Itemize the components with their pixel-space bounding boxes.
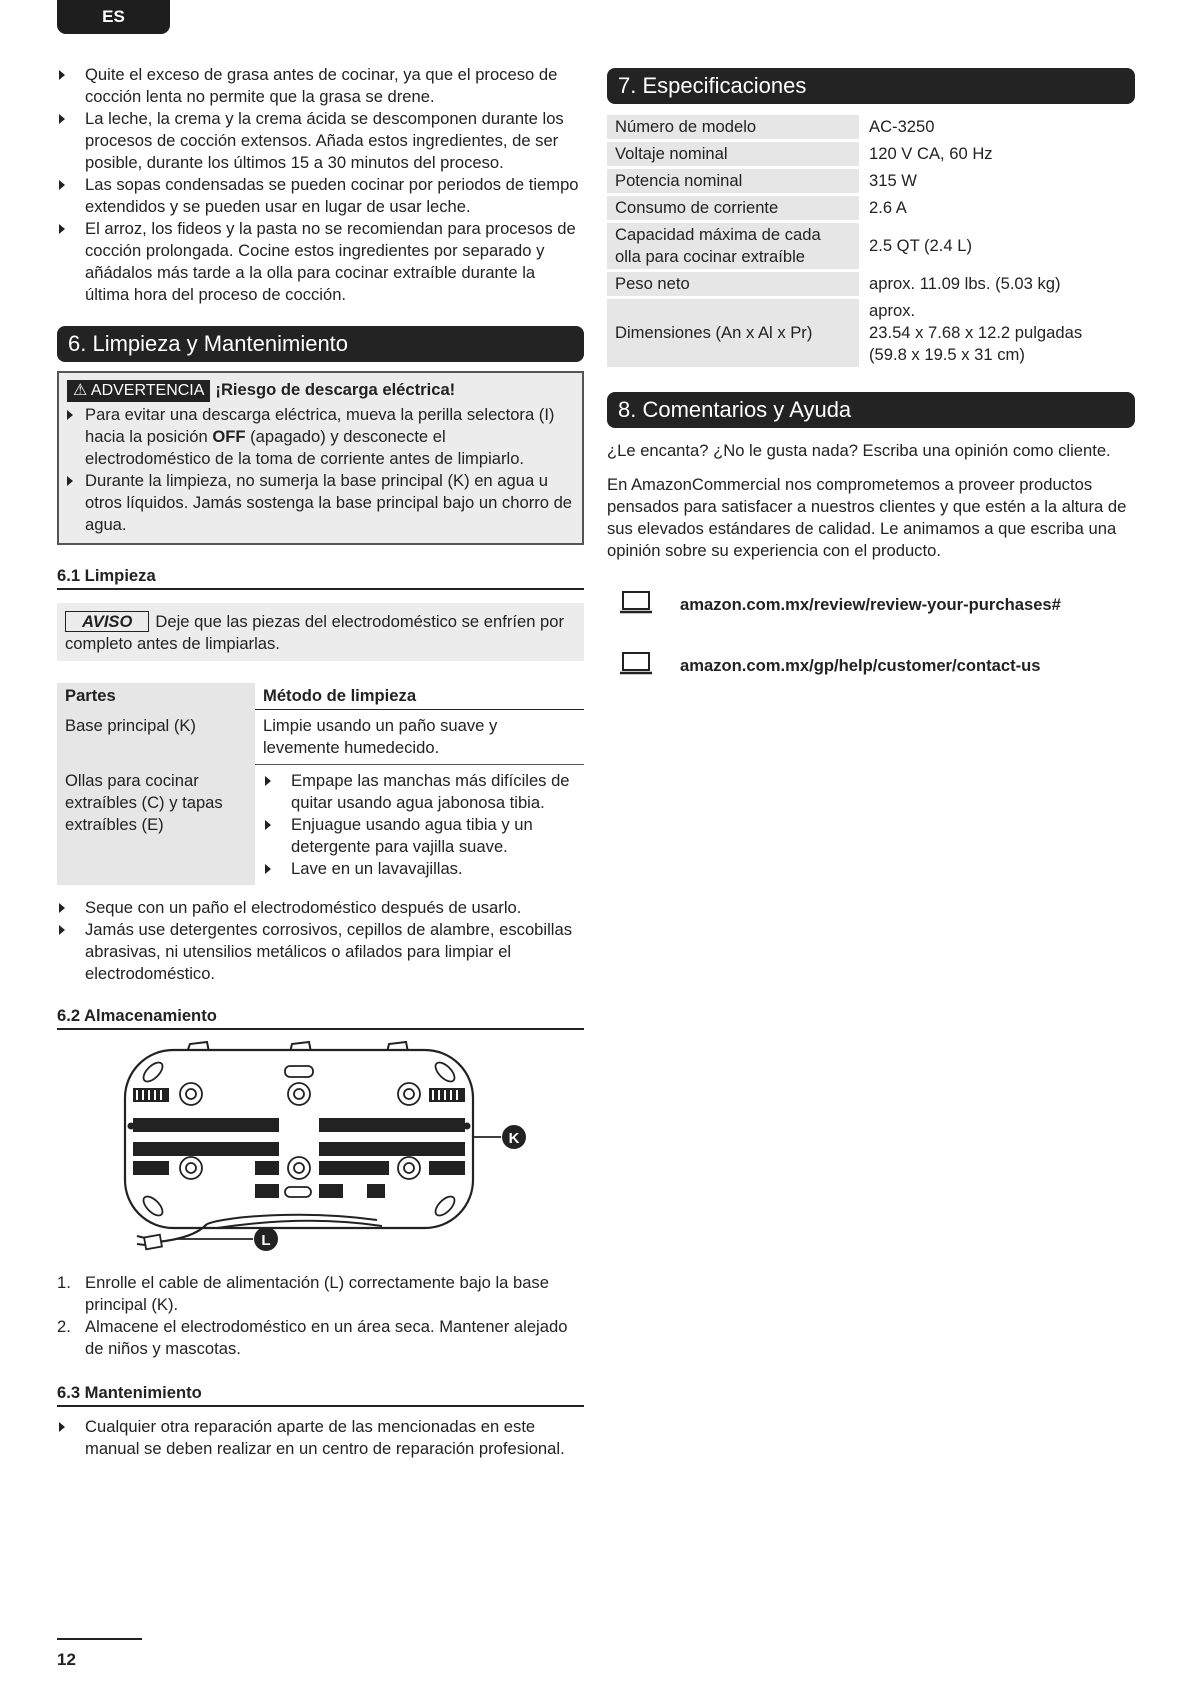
spec-value: aprox. 11.09 lbs. (5.03 kg) (859, 272, 1135, 296)
table-row (607, 223, 1135, 269)
method-bullet-list (263, 770, 576, 880)
maintenance-heading: 6.3 Mantenimiento (57, 1382, 584, 1407)
right-column (607, 68, 1135, 680)
footer-rule (57, 1638, 142, 1640)
table-row (57, 710, 584, 765)
spec-key: Capacidad máxima de cada olla para cocinar extraíble (607, 223, 859, 269)
list-item: La leche, la crema y la crema ácida se descomponen durante los procesos de cocción extensos. Añada estos ingredientes, de ser posible, durante los últimos 15 a 30 minutos del proceso. (57, 108, 584, 174)
spec-value: 315 W (859, 169, 1135, 193)
spec-value-line: aprox. (869, 301, 916, 320)
contact-link-row[interactable] (607, 651, 1135, 680)
warning-triangle-icon: ⚠︎ (73, 382, 88, 399)
specifications-table (607, 112, 1135, 370)
table-cell (255, 765, 584, 886)
list-item: Durante la limpieza, no sumerja la base principal (K) en agua u otros líquidos. Jamás sostenga la base principal bajo un chorro de agua. (67, 470, 574, 536)
spec-key: Consumo de corriente (607, 196, 859, 220)
cleaning-table (57, 683, 584, 885)
table-row (607, 115, 1135, 139)
intro-bullet-list (57, 64, 584, 306)
list-item (57, 1316, 584, 1360)
spec-value (859, 299, 1135, 367)
list-item (67, 404, 574, 470)
review-link[interactable]: amazon.com.mx/review/review-your-purchases# (680, 594, 1061, 614)
warning-badge (67, 380, 210, 402)
section-6-heading: 6. Limpieza y Mantenimiento (57, 326, 584, 362)
spec-value: 120 V CA, 60 Hz (859, 142, 1135, 166)
table-row (607, 142, 1135, 166)
list-item: Seque con un paño el electrodoméstico después de usarlo. (57, 897, 584, 919)
feedback-paragraph: ¿Le encanta? ¿No le gusta nada? Escriba una opinión como cliente. (607, 441, 1111, 460)
notice-text: Deje que las piezas del electrodoméstico se enfríen por completo antes de limpiarlas. (65, 612, 565, 653)
table-row (607, 272, 1135, 296)
spec-key: Peso neto (607, 272, 859, 296)
table-row (57, 765, 584, 886)
list-item: Empape las manchas más difíciles de quitar usando agua jabonosa tibia. (263, 770, 576, 814)
storage-heading: 6.2 Almacenamiento (57, 1005, 584, 1030)
column-header-method: Método de limpieza (255, 683, 584, 710)
warning-title (67, 378, 574, 402)
table-cell: Base principal (K) (57, 710, 255, 765)
label-l: L (261, 1232, 271, 1249)
page-number: 12 (57, 1650, 76, 1669)
list-item: Lave en un lavavajillas. (263, 858, 576, 880)
contact-link[interactable]: amazon.com.mx/gp/help/customer/contact-us (680, 655, 1041, 675)
list-item: Las sopas condensadas se pueden cocinar por periodos de tiempo extendidos y se pueden usar en lugar de usar leche. (57, 174, 584, 218)
spec-value-line: (59.8 x 19.5 x 31 cm) (869, 345, 1025, 364)
warning-text: (apagado) y desconecte el electrodoméstico de la toma de corriente antes de limpiarlo. (85, 427, 525, 468)
notice-box (57, 603, 584, 661)
review-link-row[interactable] (607, 590, 1135, 619)
section-8-heading: 8. Comentarios y Ayuda (607, 392, 1135, 428)
spec-value-line: 23.54 x 7.68 x 12.2 pulgadas (869, 323, 1083, 342)
list-item: Jamás use detergentes corrosivos, cepillos de alambre, escobillas abrasivas, ni utensilios metálicos o afilados para limpiar el electrodoméstico. (57, 919, 584, 985)
list-item: Enjuague usando agua tibia y un detergente para vajilla suave. (263, 814, 576, 858)
table-header-row (57, 683, 584, 710)
warning-text: Para evitar una descarga eléctrica, mueva la perilla selectora (I) hacia la posición (85, 405, 555, 446)
warning-badge-label: ADVERTENCIA (90, 382, 205, 399)
laptop-icon (619, 651, 657, 680)
storage-steps (57, 1272, 584, 1360)
step-number: 2. (57, 1317, 71, 1336)
column-header-parts: Partes (57, 683, 255, 710)
table-cell: Ollas para cocinar extraíbles (C) y tapas extraíbles (E) (57, 765, 255, 886)
warning-box (57, 371, 584, 545)
cleaning-heading: 6.1 Limpieza (57, 565, 584, 590)
list-item (57, 1272, 584, 1316)
step-text: Almacene el electrodoméstico en un área seca. Mantener alejado de niños y mascotas. (85, 1317, 568, 1358)
warning-title-text: ¡Riesgo de descarga eléctrica! (215, 380, 456, 399)
step-number: 1. (57, 1273, 71, 1292)
spec-key: Potencia nominal (607, 169, 859, 193)
left-column (57, 64, 584, 1460)
list-item: Cualquier otra reparación aparte de las mencionadas en este manual se deben realizar en un centro de reparación profesional. (57, 1416, 584, 1460)
section-7-heading: 7. Especificaciones (607, 68, 1135, 104)
commitment-paragraph: En AmazonCommercial nos comprometemos a proveer productos pensados para satisfacer a nuestros clientes y que estén a la altura de sus elevados estándares de calidad. Le animamos a que escriba una opinión sobre su experiencia con el producto. (607, 475, 1127, 560)
warning-bullet-list (67, 404, 574, 536)
language-tab: ES (57, 0, 170, 34)
spec-value: 2.6 A (859, 196, 1135, 220)
laptop-icon (619, 590, 657, 619)
table-row (607, 299, 1135, 367)
label-k: K (508, 1130, 520, 1147)
spec-key: Voltaje nominal (607, 142, 859, 166)
spec-key: Número de modelo (607, 115, 859, 139)
spec-key: Dimensiones (An x Al x Pr) (607, 299, 859, 367)
warning-bold-text: OFF (212, 427, 246, 446)
list-item: El arroz, los fideos y la pasta no se recomiendan para procesos de cocción prolongada. Cocine estos ingredientes por separado y añádalos más tarde a la olla para cocinar extraíble durante la última hora del proceso de cocción. (57, 218, 584, 306)
storage-illustration (57, 1030, 584, 1270)
spec-value: 2.5 QT (2.4 L) (859, 223, 1135, 269)
step-text: Enrolle el cable de alimentación (L) correctamente bajo la base principal (K). (85, 1273, 549, 1314)
notice-badge: AVISO (65, 611, 149, 632)
base-underside-diagram (57, 1030, 584, 1270)
table-row (607, 169, 1135, 193)
after-cleaning-bullet-list (57, 897, 584, 985)
table-row (607, 196, 1135, 220)
table-cell: Limpie usando un paño suave y levemente humedecido. (255, 710, 584, 765)
list-item: Quite el exceso de grasa antes de cocinar, ya que el proceso de cocción lenta no permite que la grasa se drene. (57, 64, 584, 108)
maintenance-bullet-list (57, 1416, 584, 1460)
spec-value: AC-3250 (859, 115, 1135, 139)
